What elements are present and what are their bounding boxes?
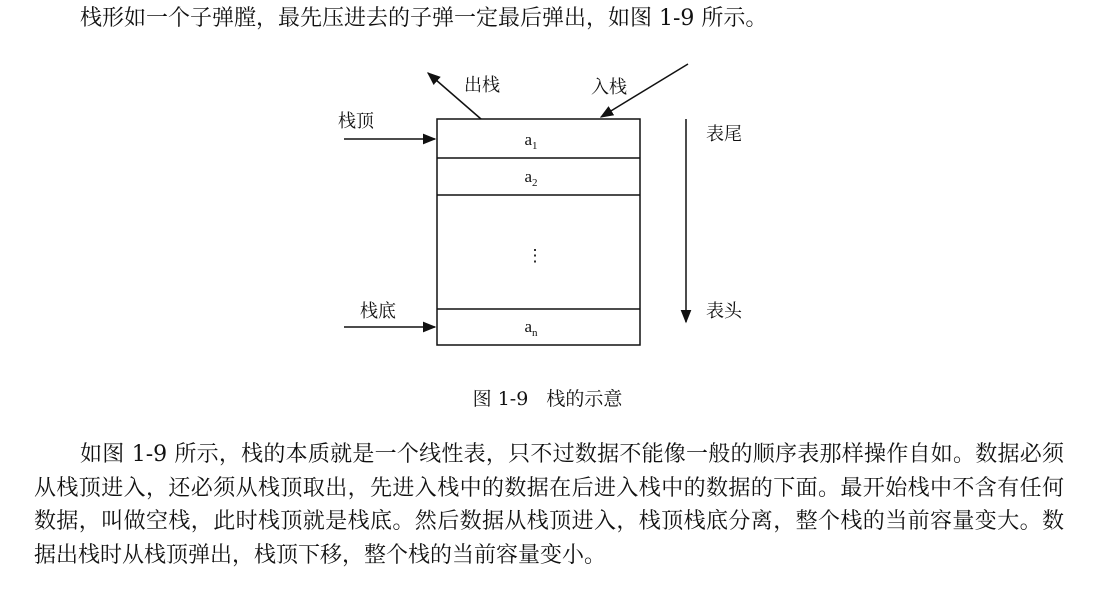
cell-a2: $a_2$ [524, 167, 538, 189]
body-paragraph: 如图 1-9 所示，栈的本质就是一个线性表，只不过数据不能像一般的顺序表那样操作自如。数据必须从栈顶进入，还必须从栈顶取出，先进入栈中的数据在后进入栈中的数据的下面。最开始栈中不含有任何数据，叫做空栈，此时栈顶就是栈底。然后数据从栈顶进入，栈顶栈底分离，整个栈的当前容量变大。数据出栈时从栈顶弹出，栈顶下移，整个栈的当前容量变小。 [34, 442, 1064, 568]
push-label: 入栈 [591, 77, 627, 98]
cell-an: $a_n$ [524, 317, 538, 339]
cell-ellipsis: ⋮ [526, 246, 544, 265]
caption-title: 栈的示意 [546, 388, 623, 410]
intro-paragraph: 栈形如一个子弹膛，最先压进去的子弹一定最后弹出，如图 1-9 所示。 [80, 6, 768, 31]
stack-box [437, 119, 640, 345]
pop-label: 出栈 [464, 75, 500, 96]
bottom-label: 栈底 [360, 301, 396, 322]
top-label: 栈顶 [338, 111, 374, 132]
cell-a1: $a_1$ [524, 130, 538, 152]
tail-label: 表尾 [706, 124, 742, 145]
head-label: 表头 [706, 301, 742, 322]
figure-caption [0, 384, 1095, 414]
caption-number: 图 1-9 [472, 388, 529, 410]
